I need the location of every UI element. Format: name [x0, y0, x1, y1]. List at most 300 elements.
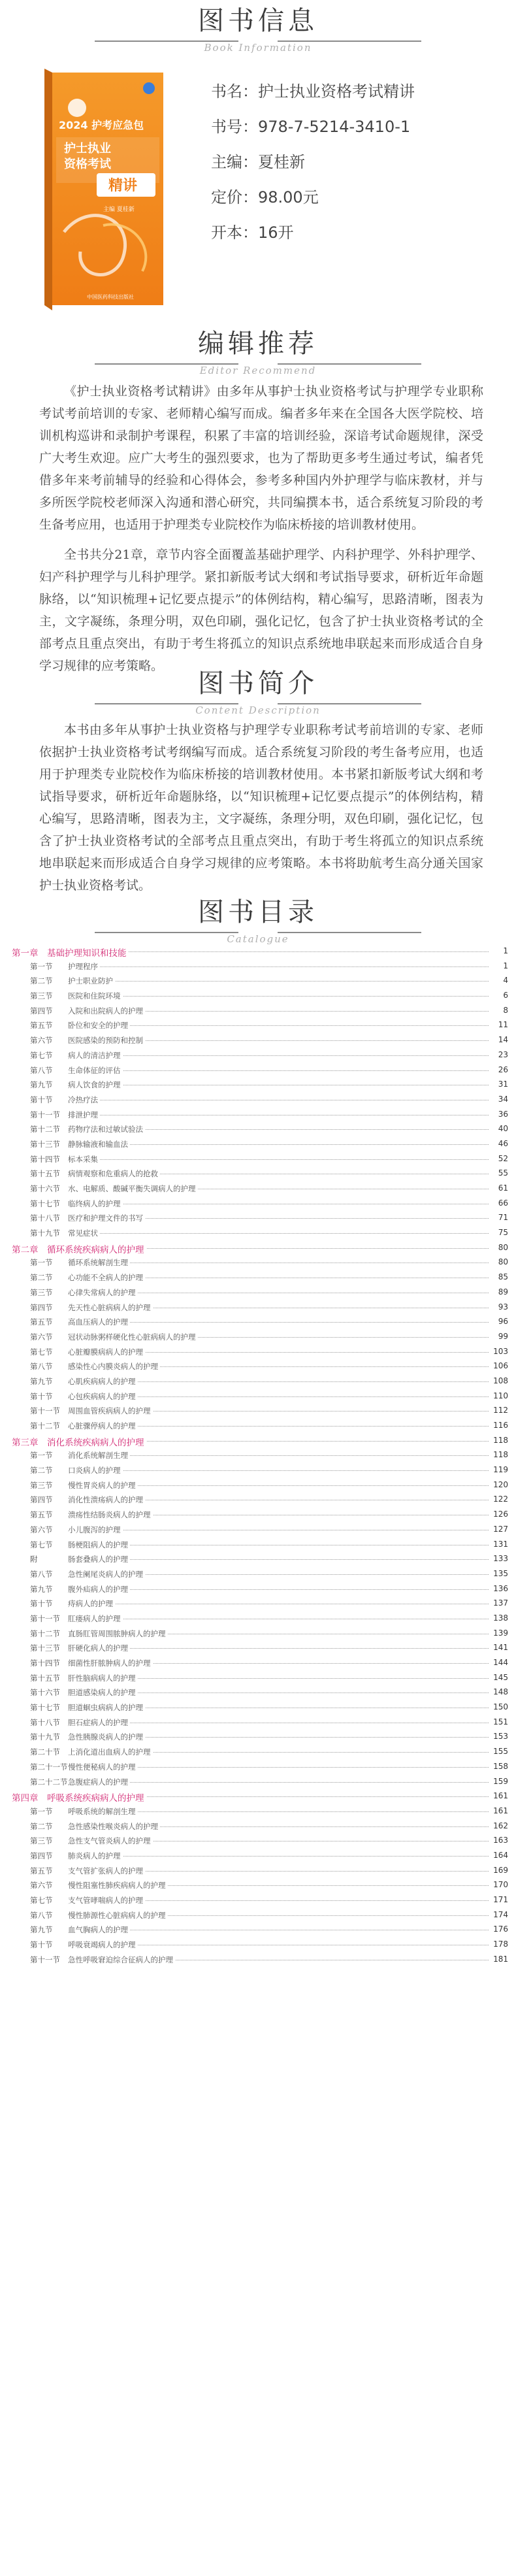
toc-section-number: 第四节 [30, 1851, 55, 1861]
toc-section-number: 第十三节 [30, 1139, 62, 1149]
section-header-book-info [0, 4, 516, 54]
cover-series: 2024 护考应急包 [59, 119, 144, 131]
toc-section-row [12, 1953, 508, 1968]
toc-section-row [12, 1493, 508, 1508]
toc-section-title: 慢性胃炎病人的护理 [68, 1480, 138, 1491]
toc-section-title: 直肠肛管周围脓肿病人的护理 [68, 1628, 168, 1639]
toc-section-title: 卧位和安全的护理 [68, 1020, 130, 1031]
toc-section-row [12, 1715, 508, 1730]
divider [95, 41, 238, 42]
divider [278, 703, 421, 704]
toc-section-row [12, 1345, 508, 1360]
toc-section-title: 支气管哮喘病人的护理 [68, 1895, 145, 1906]
toc-section-title: 入院和出院病人的护理 [68, 1006, 145, 1016]
leader-dots [68, 1322, 489, 1323]
table-of-contents [12, 944, 508, 1967]
toc-section-title: 医院和住院环境 [68, 991, 123, 1001]
toc-section-title: 肠梗阻病人的护理 [68, 1540, 130, 1550]
toc-section-number: 第三节 [30, 1836, 55, 1846]
toc-page-number: 6 [501, 991, 508, 1000]
toc-section-number: 第二十一节 [30, 1762, 70, 1772]
toc-section-row [12, 1004, 508, 1019]
toc-section-number: 第五节 [30, 1317, 55, 1327]
toc-section-row [12, 1893, 508, 1908]
toc-section-row [12, 1181, 508, 1197]
toc-section-row [12, 1538, 508, 1553]
toc-section-number: 第九节 [30, 1080, 55, 1090]
toc-section-row [12, 1330, 508, 1345]
toc-page-number: 96 [496, 1317, 508, 1326]
toc-section-number: 第三节 [30, 1480, 55, 1491]
toc-section-row [12, 1270, 508, 1285]
paragraph: 《护士执业资格考试精讲》由多年从事护士执业资格考试与护理学专业职称考试考前培训的专家、老师精心编写而成。编者多年来在全国各大医学院校、培训机构巡讲和录制护考课程，积累了丰富的培训经验，深谙考试命题规律，深受广大考生欢迎。应广大考生的强烈要求，也为了帮助更多考生通过考试，编者凭借多年来考前辅导的经验和心得体会，参考多种国内外护理学与临床教材，并与多所医学院校老师深入沟通和潜心研究，共同编撰本书，适合系统复习阶段的考生备考应用，也适用于护理类专业院校作为临床桥接的培训教材使用。 [39, 384, 483, 532]
toc-section-number: 第九节 [30, 1584, 55, 1594]
intro-text [39, 719, 483, 897]
toc-section-title: 冷热疗法 [68, 1095, 100, 1105]
divider [278, 41, 421, 42]
divider [95, 703, 238, 704]
toc-page-number: 150 [491, 1702, 508, 1711]
toc-section-row [12, 959, 508, 974]
toc-section-number: 第四节 [30, 1494, 55, 1505]
toc-section-title: 病人饮食的护理 [68, 1080, 123, 1090]
toc-page-number: 153 [491, 1732, 508, 1741]
toc-section-number: 第三节 [30, 1287, 55, 1298]
toc-page-number: 55 [496, 1168, 508, 1178]
toc-chapter-row [12, 1789, 508, 1804]
toc-section-row [12, 1093, 508, 1108]
toc-section-title: 生命体征的评估 [68, 1065, 123, 1076]
toc-page-number: 139 [491, 1628, 508, 1638]
toc-section-title: 溃疡性结肠炎病人的护理 [68, 1510, 153, 1520]
toc-section-number: 第二十二节 [30, 1777, 70, 1787]
toc-section-number: 第二节 [30, 1272, 55, 1283]
toc-section-number: 附 [30, 1554, 40, 1564]
leader-dots [68, 1648, 489, 1649]
toc-section-number: 第十一节 [30, 1955, 62, 1965]
toc-section-number: 第十一节 [30, 1110, 62, 1120]
toc-section-title: 循环系统解剖生理 [68, 1257, 130, 1268]
toc-section-row [12, 1656, 508, 1671]
toc-section-row [12, 1700, 508, 1715]
toc-section-row [12, 1048, 508, 1063]
toc-section-number: 第十六节 [30, 1183, 62, 1194]
toc-chapter-label: 第三章 消化系统疾病病人的护理 [12, 1435, 146, 1448]
toc-section-number: 第十四节 [30, 1658, 62, 1668]
toc-section-title: 急性支气管炎病人的护理 [68, 1836, 153, 1846]
toc-section-number: 第四节 [30, 1006, 55, 1016]
toc-section-title: 小儿腹泻的护理 [68, 1525, 123, 1535]
toc-section-title: 水、电解质、酸碱平衡失调病人的护理 [68, 1183, 198, 1194]
toc-section-number: 第七节 [30, 1540, 55, 1550]
toc-section-number: 第十二节 [30, 1628, 62, 1639]
toc-section-title: 静脉输液和输血法 [68, 1139, 130, 1149]
toc-page-number: 31 [496, 1080, 508, 1089]
toc-section-number: 第十节 [30, 1095, 55, 1105]
toc-chapter-row [12, 1434, 508, 1449]
toc-page-number: 131 [491, 1540, 508, 1549]
toc-page-number: 118 [491, 1450, 508, 1459]
divider [95, 932, 238, 933]
section-subtitle: Catalogue [227, 933, 289, 945]
toc-page-number: 176 [491, 1924, 508, 1934]
book-title-line: 书名：护士执业资格考试精讲 [211, 82, 415, 101]
toc-chapter-label: 第二章 循环系统疾病病人的护理 [12, 1242, 146, 1255]
editor-recommend-text [39, 380, 483, 677]
toc-section-title: 口炎病人的护理 [68, 1465, 123, 1476]
toc-page-number: 75 [496, 1228, 508, 1237]
toc-section-number: 第十九节 [30, 1228, 62, 1238]
toc-section-row [12, 1018, 508, 1033]
toc-page-number: 8 [501, 1006, 508, 1015]
toc-page-number: 36 [496, 1110, 508, 1119]
toc-page-number: 144 [491, 1658, 508, 1667]
toc-section-title: 常见症状 [68, 1228, 100, 1238]
toc-section-title: 药物疗法和过敏试验法 [68, 1124, 145, 1134]
toc-section-title: 胆道蛔虫病病人的护理 [68, 1702, 145, 1713]
toc-page-number: 170 [491, 1880, 508, 1889]
toc-section-title: 肝性脑病病人的护理 [68, 1673, 138, 1683]
toc-page-number: 169 [491, 1866, 508, 1875]
toc-page-number: 80 [496, 1243, 508, 1252]
toc-section-number: 第六节 [30, 1880, 55, 1891]
toc-section-row [12, 1819, 508, 1834]
toc-section-title: 腹外疝病人的护理 [68, 1584, 130, 1594]
toc-chapter-row [12, 944, 508, 959]
toc-section-title: 急性阑尾炎病人的护理 [68, 1569, 145, 1579]
toc-section-number: 第八节 [30, 1361, 55, 1372]
section-title: 图书目录 [198, 897, 318, 927]
isbn-line: 书号：978-7-5214-3410-1 [211, 118, 411, 136]
toc-section-title: 胆道感染病人的护理 [68, 1687, 138, 1698]
toc-section-number: 第十八节 [30, 1213, 62, 1223]
toc-section-title: 病情观察和危重病人的抢救 [68, 1168, 160, 1179]
toc-page-number: 52 [496, 1154, 508, 1163]
toc-section-title: 消化系统解剖生理 [68, 1450, 130, 1461]
toc-section-row [12, 989, 508, 1004]
section-header-editor [0, 327, 516, 376]
toc-section-title: 医院感染的预防和控制 [68, 1035, 145, 1046]
leader-dots [68, 996, 489, 997]
toc-section-number: 第十八节 [30, 1717, 62, 1728]
toc-page-number: 14 [496, 1035, 508, 1044]
toc-section-row [12, 1285, 508, 1300]
toc-page-number: 137 [491, 1598, 508, 1608]
toc-section-title: 呼吸系统的解剖生理 [68, 1806, 138, 1817]
toc-page-number: 66 [496, 1198, 508, 1208]
toc-section-row [12, 1908, 508, 1923]
toc-section-number: 第九节 [30, 1376, 55, 1387]
toc-section-number: 第十一节 [30, 1406, 62, 1416]
leader-dots [68, 1025, 489, 1026]
toc-page-number: 11 [496, 1020, 508, 1029]
toc-section-number: 第六节 [30, 1035, 55, 1046]
toc-section-number: 第十三节 [30, 1643, 62, 1653]
format-line: 开本：16开 [211, 223, 294, 242]
toc-section-title: 急性胰腺炎病人的护理 [68, 1732, 145, 1742]
leader-dots [68, 1856, 489, 1857]
toc-section-title: 感染性心内膜炎病人的护理 [68, 1361, 160, 1372]
toc-section-row [12, 1849, 508, 1864]
toc-section-row [12, 1063, 508, 1078]
toc-section-row [12, 1745, 508, 1760]
toc-section-number: 第二节 [30, 1465, 55, 1476]
toc-page-number: 4 [501, 976, 508, 985]
toc-page-number: 151 [491, 1717, 508, 1726]
toc-page-number: 112 [491, 1406, 508, 1415]
toc-section-row [12, 1552, 508, 1567]
toc-page-number: 155 [491, 1747, 508, 1756]
toc-page-number: 1 [501, 946, 508, 955]
section-header-catalogue [0, 895, 516, 945]
cover-title-3: 精讲 [108, 178, 138, 194]
toc-section-title: 先天性心脏病病人的护理 [68, 1302, 153, 1313]
toc-section-title: 标本采集 [68, 1154, 100, 1164]
section-subtitle: Editor Recommend [199, 365, 317, 376]
toc-page-number: 40 [496, 1124, 508, 1133]
toc-section-row [12, 1627, 508, 1642]
toc-section-row [12, 1404, 508, 1419]
toc-section-title: 冠状动脉粥样硬化性心脏病病人的护理 [68, 1332, 198, 1342]
toc-section-title: 支气管扩张病人的护理 [68, 1866, 145, 1876]
toc-section-number: 第十节 [30, 1598, 55, 1609]
toc-page-number: 164 [491, 1851, 508, 1860]
toc-section-title: 周围血管疾病病人的护理 [68, 1406, 153, 1416]
toc-section-number: 第五节 [30, 1510, 55, 1520]
toc-page-number: 103 [491, 1347, 508, 1356]
toc-section-title: 肝硬化病人的护理 [68, 1643, 130, 1653]
leader-dots [68, 1559, 489, 1560]
section-title: 图书简介 [198, 669, 318, 699]
toc-section-row [12, 1300, 508, 1315]
toc-page-number: 93 [496, 1302, 508, 1312]
toc-section-number: 第十一节 [30, 1613, 62, 1624]
leader-dots [68, 1782, 489, 1783]
toc-section-row [12, 1152, 508, 1167]
section-header-intro [0, 667, 516, 716]
toc-section-number: 第八节 [30, 1910, 55, 1921]
toc-section-title: 护理程序 [68, 961, 100, 972]
toc-section-title: 急性感染性喉炎病人的护理 [68, 1821, 160, 1832]
leader-dots [68, 966, 489, 967]
toc-section-number: 第十六节 [30, 1687, 62, 1698]
toc-section-row [12, 1419, 508, 1434]
editor-line: 主编：夏桂新 [211, 153, 305, 171]
toc-section-title: 痔病人的护理 [68, 1598, 115, 1609]
leader-dots [68, 981, 489, 982]
toc-section-number: 第十二节 [30, 1421, 62, 1431]
toc-section-number: 第九节 [30, 1924, 55, 1935]
leader-dots [68, 1455, 489, 1456]
toc-page-number: 119 [491, 1465, 508, 1474]
toc-section-number: 第一节 [30, 961, 55, 972]
leader-dots [68, 1233, 489, 1234]
book-info-block [25, 69, 495, 317]
toc-page-number: 178 [491, 1940, 508, 1949]
toc-page-number: 26 [496, 1065, 508, 1074]
toc-page-number: 99 [496, 1332, 508, 1341]
cover-title-2: 资格考试 [64, 157, 111, 171]
toc-section-row [12, 1374, 508, 1389]
toc-section-title: 呼吸衰竭病人的护理 [68, 1940, 138, 1950]
toc-page-number: 85 [496, 1272, 508, 1281]
toc-section-row [12, 1523, 508, 1538]
toc-section-row [12, 1389, 508, 1404]
cover-title-1: 护士执业 [64, 142, 111, 156]
toc-page-number: 61 [496, 1183, 508, 1193]
toc-section-number: 第十五节 [30, 1673, 62, 1683]
toc-section-row [12, 1078, 508, 1093]
toc-section-title: 心功能不全病人的护理 [68, 1272, 145, 1283]
toc-section-title: 心脏骤停病人的护理 [68, 1421, 138, 1431]
toc-section-row [12, 1582, 508, 1597]
section-title: 编辑推荐 [198, 329, 318, 359]
toc-section-row [12, 1033, 508, 1048]
toc-chapter-row [12, 1241, 508, 1256]
divider [278, 932, 421, 933]
toc-section-number: 第十五节 [30, 1168, 62, 1179]
toc-page-number: 162 [491, 1821, 508, 1830]
toc-page-number: 106 [491, 1361, 508, 1370]
toc-section-number: 第一节 [30, 1450, 55, 1461]
toc-page-number: 161 [491, 1791, 508, 1800]
toc-page-number: 80 [496, 1257, 508, 1266]
cover-author: 主编 夏桂新 [103, 206, 135, 213]
toc-section-number: 第七节 [30, 1347, 55, 1357]
toc-chapter-label: 第四章 呼吸系统疾病病人的护理 [12, 1791, 146, 1804]
toc-section-row [12, 1923, 508, 1938]
toc-section-number: 第五节 [30, 1866, 55, 1876]
toc-section-title: 心律失常病人的护理 [68, 1287, 138, 1298]
toc-page-number: 34 [496, 1095, 508, 1104]
toc-section-number: 第八节 [30, 1065, 55, 1076]
toc-page-number: 120 [491, 1480, 508, 1489]
toc-section-number: 第一节 [30, 1806, 55, 1817]
toc-section-row [12, 1760, 508, 1775]
toc-page-number: 141 [491, 1643, 508, 1652]
leader-dots [68, 1055, 489, 1056]
toc-page-number: 136 [491, 1584, 508, 1593]
toc-section-number: 第十节 [30, 1940, 55, 1950]
toc-section-title: 上消化道出血病人的护理 [68, 1747, 153, 1757]
toc-section-title: 细菌性肝脓肿病人的护理 [68, 1658, 153, 1668]
toc-section-row [12, 1804, 508, 1819]
toc-page-number: 174 [491, 1910, 508, 1919]
toc-section-title: 临终病人的护理 [68, 1198, 123, 1209]
toc-page-number: 133 [491, 1554, 508, 1563]
leader-dots [68, 1159, 489, 1160]
toc-section-title: 慢性阻塞性肺疾病病人的护理 [68, 1880, 168, 1891]
toc-page-number: 127 [491, 1525, 508, 1534]
price-line: 定价：98.00元 [211, 188, 319, 206]
toc-section-row [12, 1137, 508, 1152]
toc-section-row [12, 1685, 508, 1700]
toc-section-number: 第五节 [30, 1020, 55, 1031]
toc-section-row [12, 1834, 508, 1849]
toc-section-number: 第十七节 [30, 1702, 62, 1713]
toc-page-number: 138 [491, 1613, 508, 1623]
toc-page-number: 122 [491, 1494, 508, 1504]
toc-section-row [12, 1122, 508, 1137]
toc-section-row [12, 1641, 508, 1656]
book-cover-image [25, 69, 188, 310]
toc-section-title: 消化性溃疡病人的护理 [68, 1494, 145, 1505]
toc-page-number: 126 [491, 1510, 508, 1519]
toc-section-title: 急腹症病人的护理 [68, 1777, 130, 1787]
toc-chapter-label: 第一章 基础护理知识和技能 [12, 946, 129, 959]
toc-section-title: 高血压病人的护理 [68, 1317, 130, 1327]
toc-page-number: 1 [501, 961, 508, 970]
toc-section-row [12, 1359, 508, 1374]
toc-section-title: 慢性便秘病人的护理 [68, 1762, 138, 1772]
toc-page-number: 89 [496, 1287, 508, 1296]
toc-section-row [12, 1448, 508, 1463]
toc-section-row [12, 1775, 508, 1790]
toc-section-row [12, 1197, 508, 1212]
toc-section-title: 心肌疾病病人的护理 [68, 1376, 138, 1387]
toc-section-number: 第十九节 [30, 1732, 62, 1742]
toc-section-title: 心包疾病病人的护理 [68, 1391, 138, 1402]
toc-page-number: 135 [491, 1569, 508, 1578]
toc-section-row [12, 1108, 508, 1123]
divider [95, 363, 238, 365]
toc-section-row [12, 1166, 508, 1181]
toc-section-row [12, 1878, 508, 1893]
toc-section-row [12, 1567, 508, 1582]
toc-section-number: 第六节 [30, 1525, 55, 1535]
toc-section-row [12, 1255, 508, 1270]
book-info-list [211, 74, 415, 250]
paragraph: 全书共分21章，章节内容全面覆盖基础护理学、内科护理学、外科护理学、妇产科护理学与儿科护理学。紧扣新版考试大纲和考试指导要求，研析近年命题脉络，以“知识梳理+记忆要点提示”的体例结构，精心编写，思路清晰，图表为主，文字凝练，条理分明，双色印刷，强化记忆，包含了护士执业资格考试的全部考点且重点突出，有助于考生将孤立的知识点系统地串联起来而形成适合自身学习规律的应考策略。 [39, 548, 483, 673]
toc-page-number: 118 [491, 1436, 508, 1445]
toc-section-title: 医疗和护理文件的书写 [68, 1213, 145, 1223]
leader-dots [68, 1470, 489, 1471]
toc-section-row [12, 1315, 508, 1330]
toc-section-row [12, 1478, 508, 1493]
cover-publisher: 中国医药科技出版社 [87, 294, 134, 300]
toc-section-title: 急性呼吸窘迫综合征病人的护理 [68, 1955, 175, 1965]
toc-section-number: 第十节 [30, 1391, 55, 1402]
toc-section-row [12, 1211, 508, 1226]
paragraph: 本书由多年从事护士执业资格与护理学专业职称考试考前培训的专家、老师依据护士执业资格考试考纲编写而成。适合系统复习阶段的考生备考应用，也适用于护理类专业院校作为临床桥接的培训教材使用。本书紧扣新版考试大纲和考试指导要求，研析近年命题脉络，以“知识梳理+记忆要点提示”的体例结构，精心编写，思路清晰，图表为主，文字凝练，条理分明，双色印刷，强化记忆，包含了护士执业资格考试的全部考点且重点突出，有助于考生将孤立的知识点系统地串联起来而形成适合自身学习规律的应考策略。本书将助航考生高分通关国家护士执业资格考试。 [39, 723, 483, 893]
toc-section-row [12, 1730, 508, 1745]
section-subtitle: Content Description [195, 704, 321, 716]
toc-section-title: 胆石症病人的护理 [68, 1717, 130, 1728]
leader-dots [68, 1144, 489, 1145]
toc-section-number: 第十七节 [30, 1198, 62, 1209]
toc-page-number: 110 [491, 1391, 508, 1400]
divider [278, 363, 421, 365]
toc-page-number: 158 [491, 1762, 508, 1771]
section-subtitle: Book Information [204, 42, 312, 54]
toc-section-row [12, 1508, 508, 1523]
toc-section-title: 慢性肺源性心脏病病人的护理 [68, 1910, 168, 1921]
toc-page-number: 145 [491, 1673, 508, 1682]
leader-dots [68, 1589, 489, 1590]
toc-section-number: 第十四节 [30, 1154, 62, 1164]
toc-section-number: 第七节 [30, 1895, 55, 1906]
toc-section-number: 第八节 [30, 1569, 55, 1579]
toc-page-number: 171 [491, 1895, 508, 1904]
toc-section-title: 肺炎病人的护理 [68, 1851, 123, 1861]
toc-page-number: 46 [496, 1139, 508, 1148]
toc-section-number: 第一节 [30, 1257, 55, 1268]
toc-section-number: 第七节 [30, 1050, 55, 1061]
toc-section-number: 第四节 [30, 1302, 55, 1313]
toc-section-row [12, 1596, 508, 1611]
toc-section-title: 肛瘘病人的护理 [68, 1613, 123, 1624]
toc-page-number: 71 [496, 1213, 508, 1222]
